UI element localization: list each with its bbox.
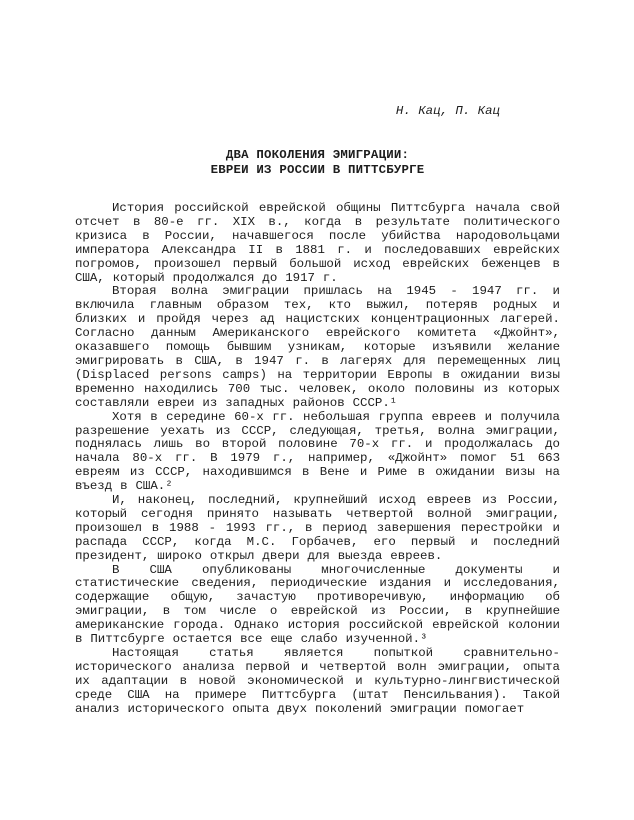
paragraph-published-sources: В США опубликованы многочисленные документы и статистические сведения, периодические издания и исследования, содержащие общую, зачастую противоречивую, информацию об эмиграции, в том числе о еврейской из России, в крупнейшие американские города. Однако история российской еврейской колонии в Питтсбурге остается все еще слабо изученной.³ (75, 562, 560, 647)
title-line-2: ЕВРЕИ ИЗ РОССИИ В ПИТТСБУРГЕ (210, 163, 425, 177)
article-title (75, 148, 560, 178)
paragraph-history-first-wave: История российской еврейской общины Питтсбурга начала свой отсчет в 80-е гг. XIX в., когда в результате политического кризиса в России, начавшегося после убийства народовольцами императора Александра II в 1881 г. и последовавших еврейских погромов, произошел первый большой исход еврейских беженцев в США, который продолжался до 1917 г. (75, 201, 560, 285)
title-line-1: ДВА ПОКОЛЕНИЯ ЭМИГРАЦИИ: (225, 148, 410, 162)
paragraph-second-wave: Вторая волна эмиграции пришлась на 1945 - 1947 гг. и включила главным образом тех, кто выжил, потеряв родных и близких и пройдя через ад нацистских концентрационных лагерей. Согласно данным Американского еврейского комитета «Джойнт», оказавшего помощь бывшим узникам, которые изъявили желание эмигрировать в США, в 1947 г. в лагерях для перемещенных лиц (Displaced persons camps) на территории Европы в ожидании визы временно находились 700 тыс. человек, около половины из которых составляли евреи из западных районов СССР.¹ (75, 284, 560, 410)
paragraph-third-wave: Хотя в середине 60-х гг. небольшая группа евреев и получила разрешение уехать из СССР, следующая, третья, волна эмиграции, поднялась лишь во второй половине 70-х гг. и продолжалась до начала 80-х гг. В 1979 г., например, «Джойнт» помог 51 663 евреям из СССР, находившимся в Вене и Риме в ожидании визы на въезд в США.² (75, 409, 560, 494)
article-body (75, 202, 560, 717)
author-line: Н. Кац, П. Кац (395, 104, 500, 118)
paragraph-fourth-wave: И, наконец, последний, крупнейший исход евреев из России, который сегодня принято называть четвертой волной эмиграции, произошел в 1988 - 1993 гг., в период завершения перестройки и распада СССР, когда М.С. Горбачев, его первый и последний президент, широко открыл двери для выезда евреев. (75, 493, 560, 563)
paragraph-article-purpose: Настоящая статья является попыткой сравнительно-исторического анализа первой и четвертой волн эмиграции, опыта их адаптации в новой экономической и культурно-лингвистической среде США на примере Питтсбурга (штат Пенсильвания). Такой анализ исторического опыта двух поколений эмиграции помогает (75, 646, 560, 716)
